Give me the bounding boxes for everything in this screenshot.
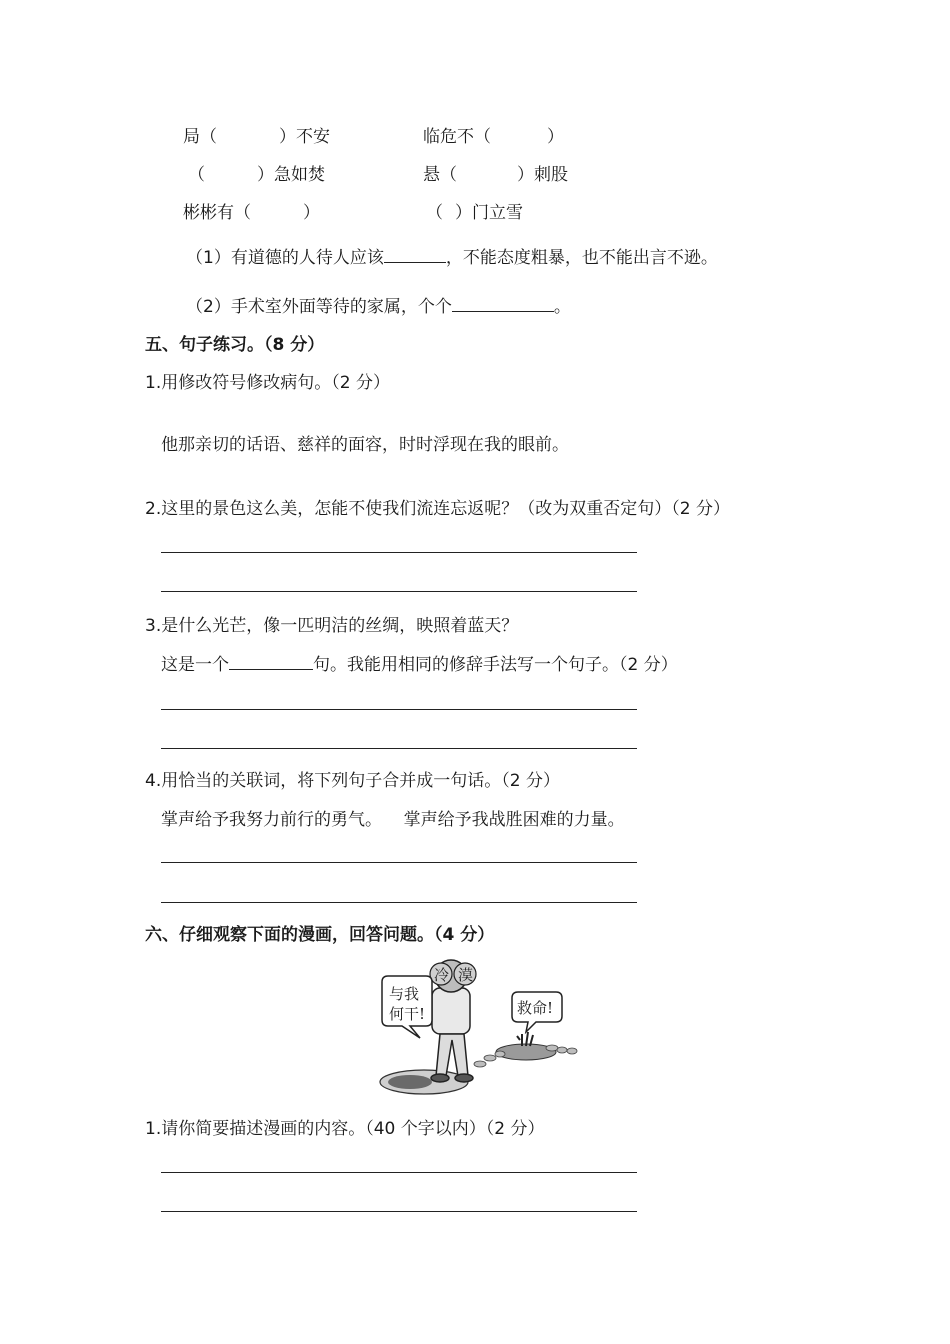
hole-left-dark xyxy=(388,1075,432,1089)
fill-blank-2[interactable] xyxy=(452,293,554,312)
s5-question-2: 2.这里的景色这么美，怎能不使我们流连忘返呢？（改为双重否定句）（2 分） xyxy=(145,499,730,519)
s5-question-1: 1.用修改符号修改病句。（2 分） xyxy=(145,373,390,393)
mask-left-text: 冷 xyxy=(434,966,450,984)
s5-question-3: 3.是什么光芒，像一匹明洁的丝绸，映照着蓝天？ xyxy=(145,616,519,636)
s5-question-4: 4.用恰当的关联词，将下列句子合并成一句话。（2 分） xyxy=(145,771,560,791)
fill-sentence-1: （1）有道德的人待人应该 ，不能态度粗暴，也不能出言不逊。 xyxy=(186,243,718,268)
bubble-left-line-1: 与我 xyxy=(389,985,420,1003)
idiom-4: 悬（ ）刺股 xyxy=(423,165,568,185)
comic-illustration xyxy=(376,954,586,1098)
answer-line[interactable] xyxy=(161,1211,637,1212)
answer-line[interactable] xyxy=(161,591,637,592)
s6-question-1: 1.请你简要描述漫画的内容。（40 个字以内）（2 分） xyxy=(145,1119,545,1139)
idiom-1: 局（ ）不安 xyxy=(183,127,330,147)
fill-sentence-2: （2）手术室外面等待的家属，个个 。 xyxy=(186,292,571,317)
idiom-2: 临危不（ ） xyxy=(423,127,564,147)
idiom-3: （ ）急如焚 xyxy=(188,165,325,185)
answer-line[interactable] xyxy=(161,552,637,553)
bubble-right-text: 救命! xyxy=(517,999,554,1017)
s5-q1-sentence: 他那亲切的话语、慈祥的面容，时时浮现在我的眼前。 xyxy=(161,435,569,455)
answer-line[interactable] xyxy=(161,1172,637,1173)
fill-blank-3[interactable] xyxy=(229,651,313,670)
s5-q4-sentence: 掌声给予我努力前行的勇气。 掌声给予我战胜困难的力量。 xyxy=(161,810,625,830)
fill-blank-1[interactable] xyxy=(384,244,446,263)
section-5-title: 五、句子练习。（8 分） xyxy=(145,335,325,355)
answer-line[interactable] xyxy=(161,748,637,749)
answer-line[interactable] xyxy=(161,709,637,710)
section-6-title: 六、仔细观察下面的漫画，回答问题。（4 分） xyxy=(145,925,495,945)
answer-line[interactable] xyxy=(161,902,637,903)
idiom-6: （ ）门立雪 xyxy=(426,203,523,223)
mask-right-text: 漠 xyxy=(458,966,474,984)
s5-q3-prompt: 这是一个 句。我能用相同的修辞手法写一个句子。（2 分） xyxy=(161,650,678,675)
bubble-left-line-2: 何干! xyxy=(389,1005,426,1023)
idiom-5: 彬彬有（ ） xyxy=(183,203,320,223)
answer-line[interactable] xyxy=(161,862,637,863)
